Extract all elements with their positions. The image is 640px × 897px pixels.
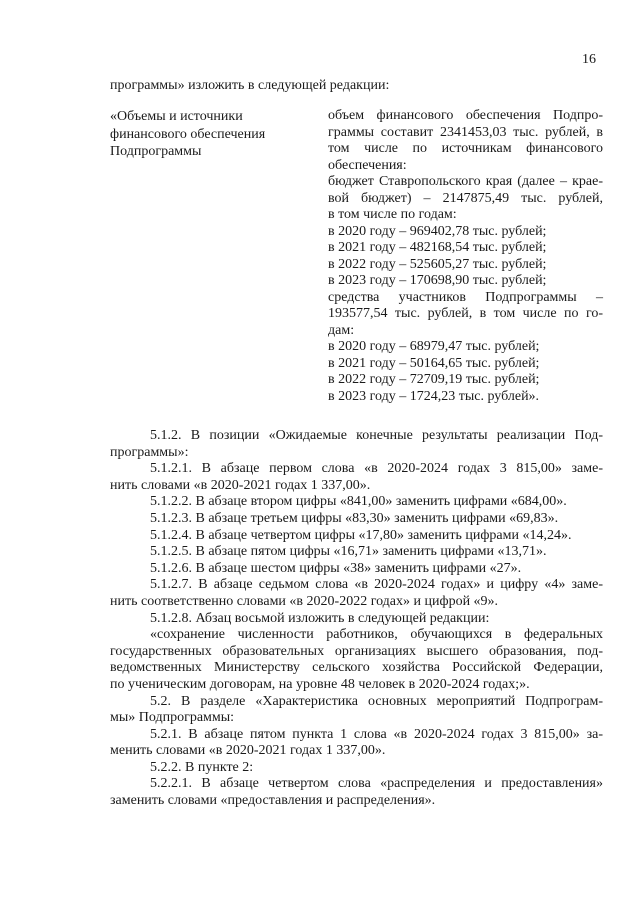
right-line: дам: [328, 322, 355, 338]
paragraph-line: 5.2.2. В пункте 2: [150, 759, 254, 775]
paragraph-line: нить словами «в 2020-2021 годах 1 337,00». [110, 477, 371, 493]
right-line: в том числе по годам: [328, 207, 457, 222]
right-line: том числе по источникам финансового [328, 141, 603, 156]
paragraph-line: мы» Подпрограммы: [110, 710, 235, 726]
paragraph-line: 5.1.2.4. В абзаце четвертом цифры «17,80» заменить цифрами «14,24». [150, 527, 572, 543]
right-line: объем финансового обеспечения Подпро- [328, 108, 603, 123]
paragraph-line: 5.1.2.8. Абзац восьмой изложить в следующей редакции: [150, 610, 490, 626]
paragraph-line: по ученическим договорам, на уровне 48 человек в 2020-2024 годах;». [110, 676, 530, 692]
right-line: в 2022 году – 525605,27 тыс. рублей; [328, 256, 547, 272]
table-left-cell [110, 108, 310, 161]
right-line: в 2023 году – 1724,23 тыс. рублей». [328, 388, 540, 404]
paragraph-line: 5.1.2.2. В абзаце втором цифры «841,00» заменить цифрами «684,00». [150, 494, 567, 510]
right-line: 193577,54 тыс. рублей, в том числе по го- [328, 306, 603, 321]
right-line: в 2020 году – 68979,47 тыс. рублей; [328, 339, 540, 354]
left-line: финансового обеспечения [110, 126, 266, 142]
right-line: вой бюджет) – 2147875,49 тыс. рублей, [328, 190, 603, 206]
paragraph-line: нить соответственно словами «в 2020-2022 годах» и цифрой «9». [110, 593, 499, 609]
page-number: 16 [582, 52, 596, 67]
right-line: в 2023 году – 170698,90 тыс. рублей; [328, 273, 547, 288]
table-right-cell [328, 108, 603, 405]
paragraph-line: «сохранение численности работников, обучающихся в федеральных [150, 627, 603, 643]
right-line: обеспечения: [328, 157, 407, 173]
left-line: «Объемы и источники [110, 109, 243, 124]
right-line: в 2021 году – 50164,65 тыс. рублей; [328, 355, 540, 371]
paragraph-line: заменить словами «предоставления и распределения». [110, 793, 436, 809]
paragraph-line: 5.1.2.1. В абзаце первом слова «в 2020-2024 годах 3 815,00» заме- [150, 461, 603, 477]
paragraph-line: 5.1.2.7. В абзаце седьмом слова «в 2020-2024 годах» и цифру «4» заме- [150, 577, 603, 593]
paragraph-line: ведомственных Министерству сельского хозяйства Российской Федерации, [110, 660, 603, 676]
right-line: в 2022 году – 72709,19 тыс. рублей; [328, 372, 540, 387]
paragraph-line: менить словами «в 2020-2021 годах 1 337,00». [110, 743, 386, 759]
paragraph-line: 5.1.2.6. В абзаце шестом цифры «38» заменить цифрами «27». [150, 560, 522, 576]
right-line: бюджет Ставропольского края (далее – крае- [328, 174, 603, 189]
paragraph-line: 5.1.2.3. В абзаце третьем цифры «83,30» заменить цифрами «69,83». [150, 510, 559, 526]
right-line: граммы составит 2341453,03 тыс. рублей, в [328, 124, 603, 140]
paragraph-line: 5.1.2.5. В абзаце пятом цифры «16,71» заменить цифрами «13,71». [150, 544, 547, 560]
right-line: средства участников Подпрограммы – [328, 289, 603, 305]
paragraph-line: государственных образовательных организациях высшего образования, под- [110, 643, 603, 659]
paragraph-line: 5.2. В разделе «Характеристика основных мероприятий Подпрограм- [150, 693, 603, 709]
paragraph-line: программы»: [110, 444, 189, 460]
paragraph-line: 5.2.1. В абзаце пятом пункта 1 слова «в 2020-2024 годах 3 815,00» за- [150, 726, 603, 742]
paragraph-line: 5.1.2. В позиции «Ожидаемые конечные результаты реализации Под- [150, 428, 603, 443]
right-line: в 2021 году – 482168,54 тыс. рублей; [328, 240, 547, 255]
right-line: в 2020 году – 969402,78 тыс. рублей; [328, 223, 547, 239]
left-line: Подпрограммы [110, 144, 202, 159]
body-text [110, 428, 603, 810]
intro-line: программы» изложить в следующей редакции: [110, 78, 390, 93]
paragraph-line: 5.2.2.1. В абзаце четвертом слова «распределения и предоставления» [150, 776, 603, 792]
